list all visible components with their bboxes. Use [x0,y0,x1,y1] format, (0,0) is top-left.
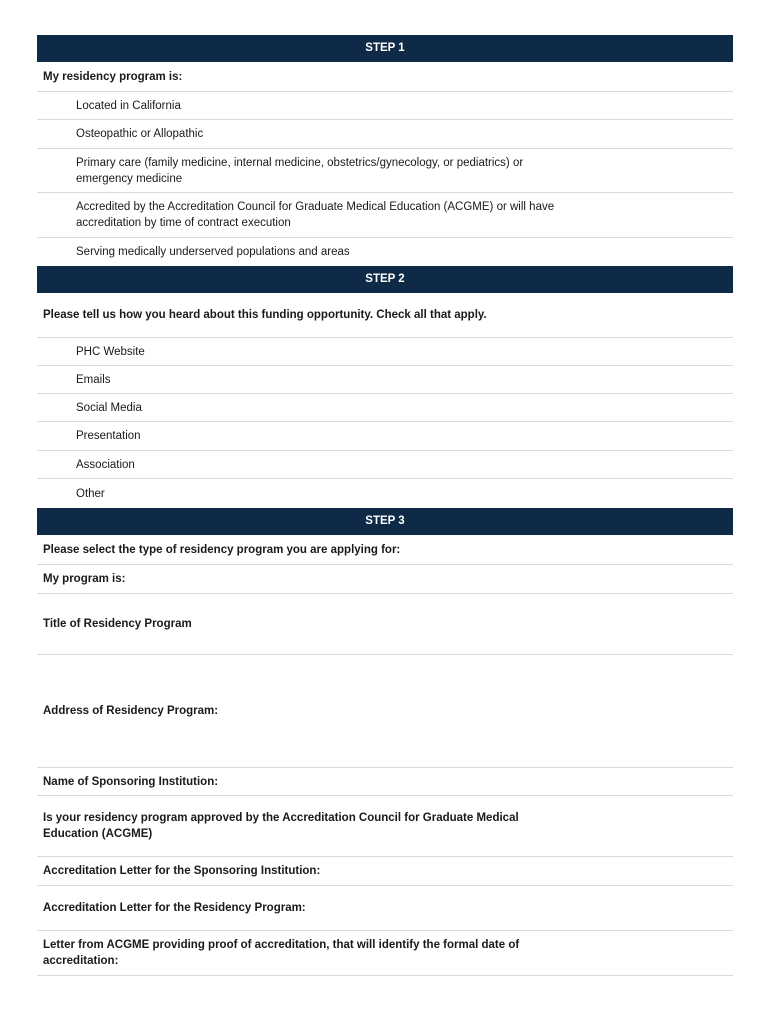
step-1-option[interactable]: Located in California [37,92,733,120]
step-1-option[interactable]: Osteopathic or Allopathic [37,120,733,149]
step-1-option[interactable]: Primary care (family medicine, internal medicine, obstetrics/gynecology, or pediatrics) or emergency medicine [37,149,733,193]
step-1-question: My residency program is: [37,62,733,92]
step-2-option[interactable]: Presentation [37,422,733,451]
step-3-field: Name of Sponsoring Institution: [37,768,733,796]
step-1-header: STEP 1 [37,35,733,62]
step-3-field: Address of Residency Program: [37,655,733,768]
step-2-option[interactable]: Association [37,451,733,479]
step-3-field: Letter from ACGME providing proof of accreditation, that will identify the formal date of accreditation: [37,931,733,976]
step-2-option[interactable]: PHC Website [37,338,733,366]
step-2-header: STEP 2 [37,266,733,293]
step-3-header: STEP 3 [37,508,733,535]
step-1-option[interactable]: Serving medically underserved populations and areas [76,246,350,258]
step-3-field: Accreditation Letter for the Residency Program: [37,886,733,931]
step-2-option[interactable]: Other [76,487,105,500]
step-3-field: Please select the type of residency program you are applying for: [37,535,733,565]
step-2-option[interactable]: Emails [37,366,733,394]
step-3-field: Is your residency program approved by the Accreditation Council for Graduate Medical Education (ACGME) [37,796,733,857]
step-2-question: Please tell us how you heard about this funding opportunity. Check all that apply. [37,293,733,338]
step-3-field: Accreditation Letter for the Sponsoring Institution: [37,857,733,886]
application-form [37,35,733,976]
step-1-option[interactable]: Accredited by the Accreditation Council for Graduate Medical Education (ACGME) or will have accreditation by time of contract execution [37,193,733,238]
step-2-option[interactable]: Social Media [37,394,733,422]
step-3-field: Title of Residency Program [37,594,733,655]
step-3-field: My program is: [37,565,733,594]
